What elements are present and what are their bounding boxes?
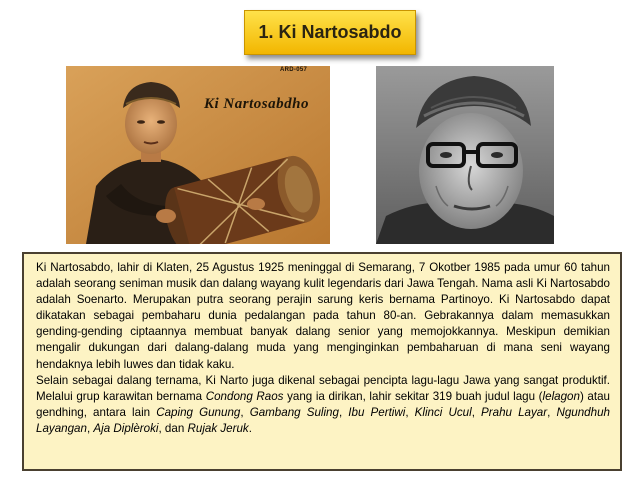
text-segment: , dan [158,421,188,435]
photo-left-illustration [66,66,330,244]
song-title: Aja Diplèroki [93,421,159,435]
song-title: Ngundhuh Layangan [36,405,610,435]
photo-id-label: ARD-057 [280,67,308,73]
song-title: Klinci Ucul [414,405,472,419]
title-banner [244,10,416,55]
text-segment: , [338,405,349,419]
photo-ki-nartosabdho-portrait [376,66,554,244]
text-segment: , [405,405,415,419]
song-title: Ibu Pertiwi [348,405,406,419]
song-title: Caping Gunung [156,405,241,419]
text-segment: , [471,405,482,419]
text-segment: , [86,421,94,435]
page-title: 1. Ki Nartosabdo [258,22,402,42]
biography-paragraph-2 [36,373,610,437]
biography-paragraph-1: Ki Nartosabdo, lahir di Klaten, 25 Agustus 1925 meninggal di Semarang, 7 Okotber 1985 pada umur 60 tahun adalah seorang seniman musik dan dalang wayang kulit legendaris dari Jawa Tengah. Nama asli Ki Nartosabdo adalah Soenarto. Merupakan putra seorang perajin sarung keris bernama Partinoyo. Ki Nartosabdo dapat dikatakan sebagai pembaharu dunia pedalangan pada tahun 80-an. Gebrakannya dalam memasukkan gending-gending ciptaannya membuat banyak dalang senior yang memojokkannya. Meskipun demikian mengalir dukungan dari dalang-dalang muda yang menginginkan pembaharuan di mana seni wayang hendaknya lebih luwes dan tidak kaku. [36,261,610,371]
photo-ki-nartosabdho-with-drum [66,66,330,244]
photo-caption: Ki Nartosabdho [204,96,309,112]
text-segment: , [547,405,557,419]
term-lelagon: lelagon [542,389,580,403]
song-title: Rujak Jeruk [187,421,249,435]
song-title: Gambang Suling [249,405,339,419]
text-segment: . [248,421,252,435]
group-name-condong-raos: Condong Raos [205,389,284,403]
photo-right-illustration [376,66,554,244]
song-title: Prahu Layar [481,405,548,419]
text-segment: yang ia dirikan, lahir sekitar 319 buah judul lagu ( [283,389,543,403]
text-segment: ) atau gendhing, antara lain [36,389,610,419]
text-segment: Selain sebagai dalang ternama, Ki Narto juga dikenal sebagai pencipta lagu-lagu Jawa yang sangat produktif. Melalui grup karawitan bernama [36,373,610,403]
text-segment: , [240,405,250,419]
biography-text-box [22,252,622,471]
